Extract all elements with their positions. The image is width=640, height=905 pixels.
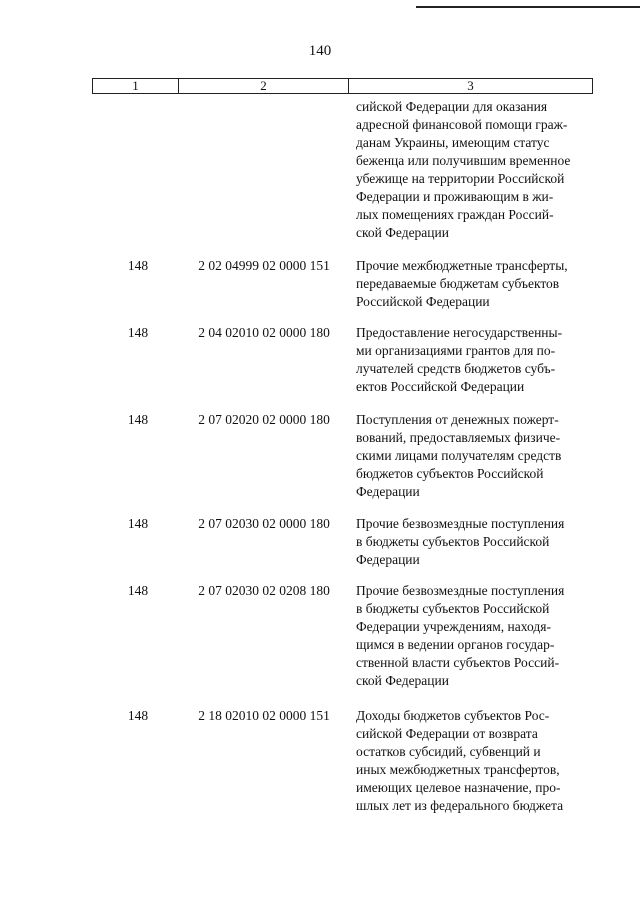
description-line: вований, предоставляемых физиче- — [356, 430, 561, 445]
description-line: сийской Федерации для оказания — [356, 99, 548, 114]
income-description — [356, 324, 592, 396]
description-line: Прочие межбюджетные трансферты, — [356, 258, 568, 273]
description-line: Поступления от денежных пожерт- — [356, 412, 559, 427]
income-description — [356, 98, 592, 242]
description-line: лучателей средств бюджетов субъ- — [356, 361, 556, 376]
description-line: Российской Федерации — [356, 294, 490, 309]
description-line: Федерации — [356, 552, 420, 567]
description-line: ской Федерации — [356, 673, 449, 688]
income-code: 2 07 02030 02 0000 180 — [198, 516, 330, 531]
description-line: ектов Российской Федерации — [356, 379, 525, 394]
description-line: Федерации учреждениям, находя- — [356, 619, 551, 634]
description-line: Прочие безвозмездные поступления — [356, 583, 565, 598]
admin-code: 148 — [127, 708, 149, 723]
description-line: скими лицами получателям средств — [356, 448, 562, 463]
description-line: щимся в ведении органов государ- — [356, 637, 555, 652]
income-code: 2 04 02010 02 0000 180 — [198, 325, 330, 340]
description-line: бюджетов субъектов Российской — [356, 466, 544, 481]
income-code: 2 07 02030 02 0208 180 — [198, 583, 330, 598]
income-code: 2 02 04999 02 0000 151 — [198, 258, 330, 273]
income-code: 2 18 02010 02 0000 151 — [198, 708, 330, 723]
column-header-1: 1 — [93, 79, 179, 93]
description-line: в бюджеты субъектов Российской — [356, 601, 550, 616]
description-line: шлых лет из федерального бюджета — [356, 798, 564, 813]
description-line: лых помещениях граждан Россий- — [356, 207, 554, 222]
description-line: сийской Федерации от возврата — [356, 726, 538, 741]
income-description — [356, 515, 592, 569]
description-line: Прочие безвозмездные поступления — [356, 516, 565, 531]
income-description — [356, 257, 592, 311]
description-line: передаваемые бюджетам субъектов — [356, 276, 560, 291]
admin-code: 148 — [127, 258, 149, 273]
description-line: убежище на территории Российской — [356, 171, 565, 186]
admin-code: 148 — [127, 583, 149, 598]
admin-code: 148 — [127, 412, 149, 427]
admin-code: 148 — [127, 325, 149, 340]
admin-code: 148 — [127, 516, 149, 531]
income-description — [356, 582, 592, 690]
top-rule — [416, 6, 640, 8]
description-line: ми организациями грантов для по- — [356, 343, 556, 358]
description-line: Предоставление негосударственны- — [356, 325, 563, 340]
income-code: 2 07 02020 02 0000 180 — [198, 412, 330, 427]
description-line: в бюджеты субъектов Российской — [356, 534, 550, 549]
income-description — [356, 707, 592, 815]
description-line: беженца или получившим временное — [356, 153, 571, 168]
description-line: Доходы бюджетов субъектов Рос- — [356, 708, 550, 723]
description-line: иных межбюджетных трансфертов, — [356, 762, 560, 777]
description-line: имеющих целевое назначение, про- — [356, 780, 561, 795]
column-header-2: 2 — [179, 79, 349, 93]
description-line: Федерации — [356, 484, 420, 499]
description-line: адресной финансовой помощи граж- — [356, 117, 568, 132]
description-line: ственной власти субъектов Россий- — [356, 655, 560, 670]
description-line: данам Украины, имеющим статус — [356, 135, 550, 150]
description-line: остатков субсидий, субвенций и — [356, 744, 541, 759]
column-header-3: 3 — [467, 78, 474, 93]
page-number: 140 — [308, 43, 332, 59]
description-line: ской Федерации — [356, 225, 449, 240]
income-description — [356, 411, 592, 501]
column-header-row — [92, 78, 593, 94]
description-line: Федерации и проживающим в жи- — [356, 189, 554, 204]
